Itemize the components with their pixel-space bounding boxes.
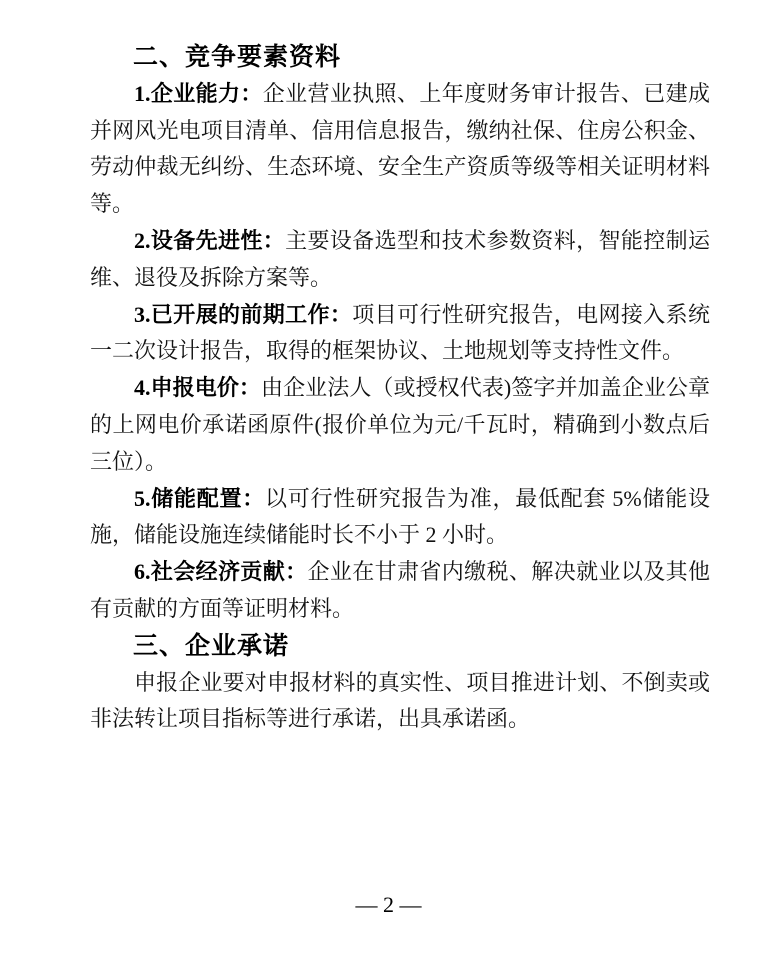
item-2-label: 2.设备先进性： [134,227,286,253]
heading-competitive-elements: 二、竞争要素资料 [133,43,342,71]
item-3-text: 项目可行性研究报告，电网接入系统一二次设计报告，取得的框架协议、土地规划等支持性文件。 [90,301,710,364]
item-6-text: 企业在甘肃省内缴税、解决就业以及其他有贡献的方面等证明材料。 [90,559,710,621]
item-3-label: 3.已开展的前期工作： [134,301,353,327]
item-5-label: 5.储能配置： [134,485,265,511]
item-1-enterprise-capability [90,76,710,223]
page-number [0,892,777,917]
item-4-label: 4.申报电价： [134,375,261,401]
item-1-label: 1.企业能力： [134,80,263,106]
item-6-label: 6.社会经济贡献： [134,559,308,585]
commitment-paragraph [90,665,710,739]
document-body [90,39,710,738]
page-number-text: — 2 — [355,892,422,917]
item-2-text: 主要设备选型和技术参数资料，智能控制运维、退役及拆除方案等。 [90,227,710,290]
item-4-text: 由企业法人（或授权代表)签字并加盖企业公章的上网电价承诺函原件(报价单位为元/千瓦时，精确到小数点后三位）。 [90,375,710,474]
item-5-storage-configuration [90,481,710,555]
heading-enterprise-commitment: 三、企业承诺 [133,631,290,660]
item-1-text: 企业营业执照、上年度财务审计报告、已建成并网风光电项目清单、信用信息报告，缴纳社保、住房公积金、劳动仲裁无纠纷、生态环境、安全生产资质等级等相关证明材料等。 [90,80,710,217]
commitment-text: 申报企业要对申报材料的真实性、项目推进计划、不倒卖或非法转让项目指标等进行承诺，出具承诺函。 [90,669,710,732]
item-5-text: 以可行性研究报告为准，最低配套 5%储能设施，储能设施连续储能时长不小于 2 小时。 [90,485,710,548]
item-2-equipment-advancement [90,223,710,297]
item-4-declared-price [90,370,710,480]
item-3-preliminary-work [90,297,710,371]
item-6-social-economic-contribution [90,554,710,628]
